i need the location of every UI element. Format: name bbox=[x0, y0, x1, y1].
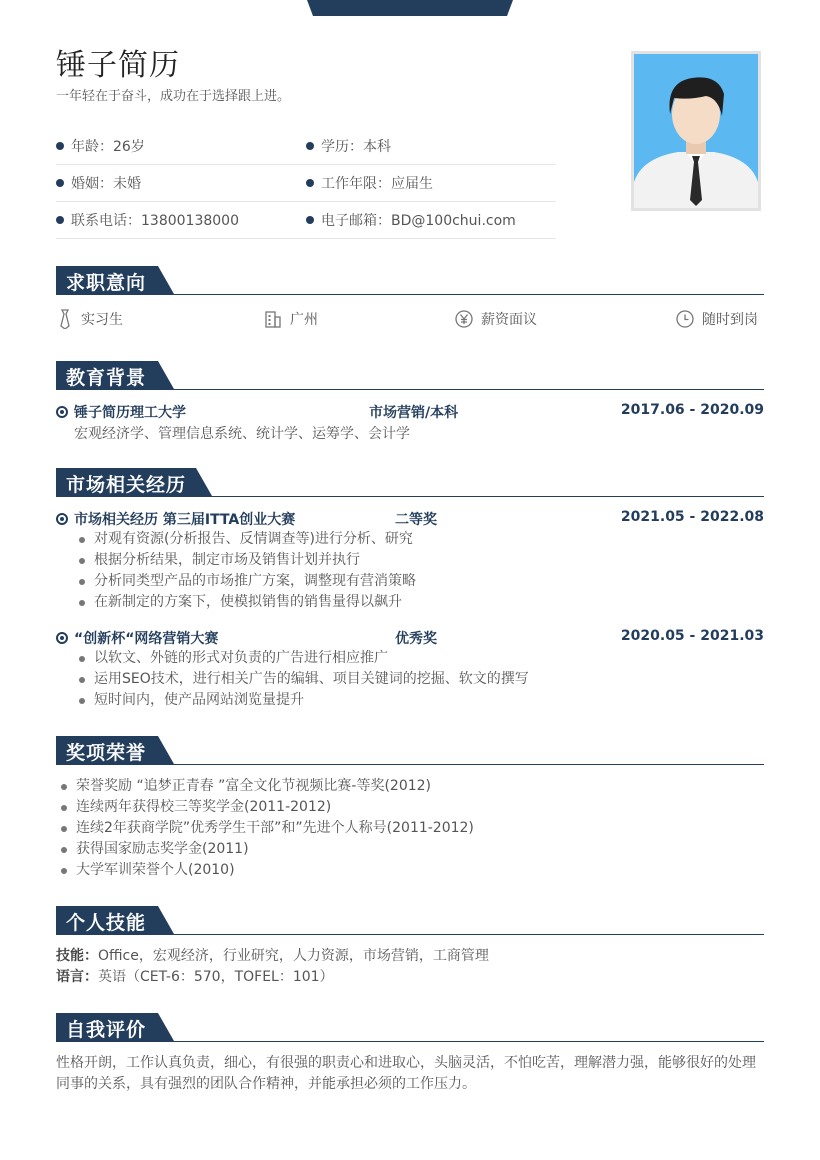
avatar bbox=[634, 54, 758, 208]
experience-entry-header bbox=[56, 628, 764, 648]
bullet-icon bbox=[306, 179, 314, 187]
list-item: 大学军训荣誉个人(2010) bbox=[58, 860, 474, 881]
experience-duties bbox=[76, 529, 416, 613]
awards-list bbox=[58, 776, 474, 881]
education-major: 市场营销/本科 bbox=[369, 405, 459, 421]
list-item: 短时间内，使产品网站浏览量提升 bbox=[76, 690, 529, 711]
experience-prize: 优秀奖 bbox=[395, 631, 437, 647]
bullet-icon bbox=[56, 179, 64, 187]
building-icon bbox=[264, 310, 282, 328]
section-header-education: 教育背景 bbox=[56, 361, 764, 390]
info-education: 学历：本科 bbox=[306, 136, 391, 156]
list-item: 获得国家励志奖学金(2011) bbox=[58, 839, 474, 860]
skills-line: 技能：Office，宏观经济，行业研究，人力资源，市场营销，工商管理 bbox=[56, 948, 489, 964]
timeline-marker-icon bbox=[56, 513, 68, 525]
top-tab-decoration bbox=[307, 0, 513, 16]
tie-icon bbox=[57, 309, 73, 329]
education-courses: 宏观经济学、管理信息系统、统计学、运筹学、会计学 bbox=[74, 426, 410, 442]
experience-title: 市场相关经历 第三届ITTA创业大赛 bbox=[74, 512, 296, 528]
list-item: 运用SEO技术，进行相关广告的编辑、项目关键词的挖掘、软文的撰写 bbox=[76, 669, 529, 690]
section-header-intent: 求职意向 bbox=[56, 266, 764, 295]
experience-duties bbox=[76, 648, 529, 711]
resume-name: 锤子简历 bbox=[56, 48, 180, 83]
list-item: 以软文、外链的形式对负责的广告进行相应推广 bbox=[76, 648, 529, 669]
bullet-icon bbox=[56, 142, 64, 150]
section-header-skills: 个人技能 bbox=[56, 906, 764, 935]
experience-title: “创新杯“网络营销大赛 bbox=[74, 631, 219, 647]
clock-icon bbox=[676, 310, 694, 328]
list-item: 对观有资源(分析报告、反情调查等)进行分析、研究 bbox=[76, 529, 416, 550]
bullet-icon bbox=[306, 216, 314, 224]
self-evaluation-text: 性格开朗，工作认真负责，细心，有很强的职责心和进取心，头脑灵活，不怕吃苦，理解潜力强，能够很好的处理同事的关系，具有强烈的团队合作精神，并能承担必须的工作压力。 bbox=[56, 1055, 756, 1092]
bullet-icon bbox=[306, 142, 314, 150]
basic-info bbox=[56, 128, 556, 239]
yen-icon bbox=[455, 310, 473, 328]
info-row bbox=[56, 128, 556, 165]
experience-period: 2021.05 - 2022.08 bbox=[620, 509, 764, 525]
experience-period: 2020.05 - 2021.03 bbox=[620, 628, 764, 644]
experience-entry-header bbox=[56, 509, 764, 529]
info-row bbox=[56, 165, 556, 202]
education-school: 锤子简历理工大学 bbox=[74, 405, 186, 421]
list-item: 根据分析结果，制定市场及销售计划并执行 bbox=[76, 550, 416, 571]
intent-city: 广州 bbox=[264, 309, 318, 329]
education-entry-header bbox=[56, 402, 764, 422]
list-item: 在新制定的方案下，使模拟销售的销售量得以飙升 bbox=[76, 592, 416, 613]
intent-availability: 随时到岗 bbox=[676, 309, 758, 329]
section-header-experience: 市场相关经历 bbox=[56, 468, 764, 497]
info-marital: 婚姻：未婚 bbox=[56, 173, 141, 193]
profile-photo bbox=[631, 51, 761, 211]
section-header-awards: 奖项荣誉 bbox=[56, 736, 764, 765]
list-item: 荣誉奖励 “追梦正青春 ”富全文化节视频比赛-等奖(2012) bbox=[58, 776, 474, 797]
bullet-icon bbox=[56, 216, 64, 224]
language-line: 语言：英语（CET-6：570，TOFEL：101） bbox=[56, 969, 334, 985]
list-item: 连续2年获商学院”优秀学生干部”和”先进个人称号(2011-2012) bbox=[58, 818, 474, 839]
info-email: 电子邮箱：BD@100chui.com bbox=[306, 210, 516, 230]
info-age: 年龄：26岁 bbox=[56, 136, 145, 156]
intent-salary: 薪资面议 bbox=[455, 309, 537, 329]
motto: 一年轻在于奋斗，成功在于选择跟上进。 bbox=[56, 89, 291, 104]
info-work-years: 工作年限：应届生 bbox=[306, 173, 433, 193]
list-item: 连续两年获得校三等奖学金(2011-2012) bbox=[58, 797, 474, 818]
experience-prize: 二等奖 bbox=[395, 512, 437, 528]
list-item: 分析同类型产品的市场推广方案，调整现有营消策略 bbox=[76, 571, 416, 592]
education-period: 2017.06 - 2020.09 bbox=[620, 402, 764, 418]
info-row bbox=[56, 202, 556, 239]
info-phone: 联系电话：13800138000 bbox=[56, 210, 239, 230]
section-header-self-eval: 自我评价 bbox=[56, 1013, 764, 1042]
intent-position: 实习生 bbox=[57, 309, 123, 329]
timeline-marker-icon bbox=[56, 406, 68, 418]
timeline-marker-icon bbox=[56, 632, 68, 644]
